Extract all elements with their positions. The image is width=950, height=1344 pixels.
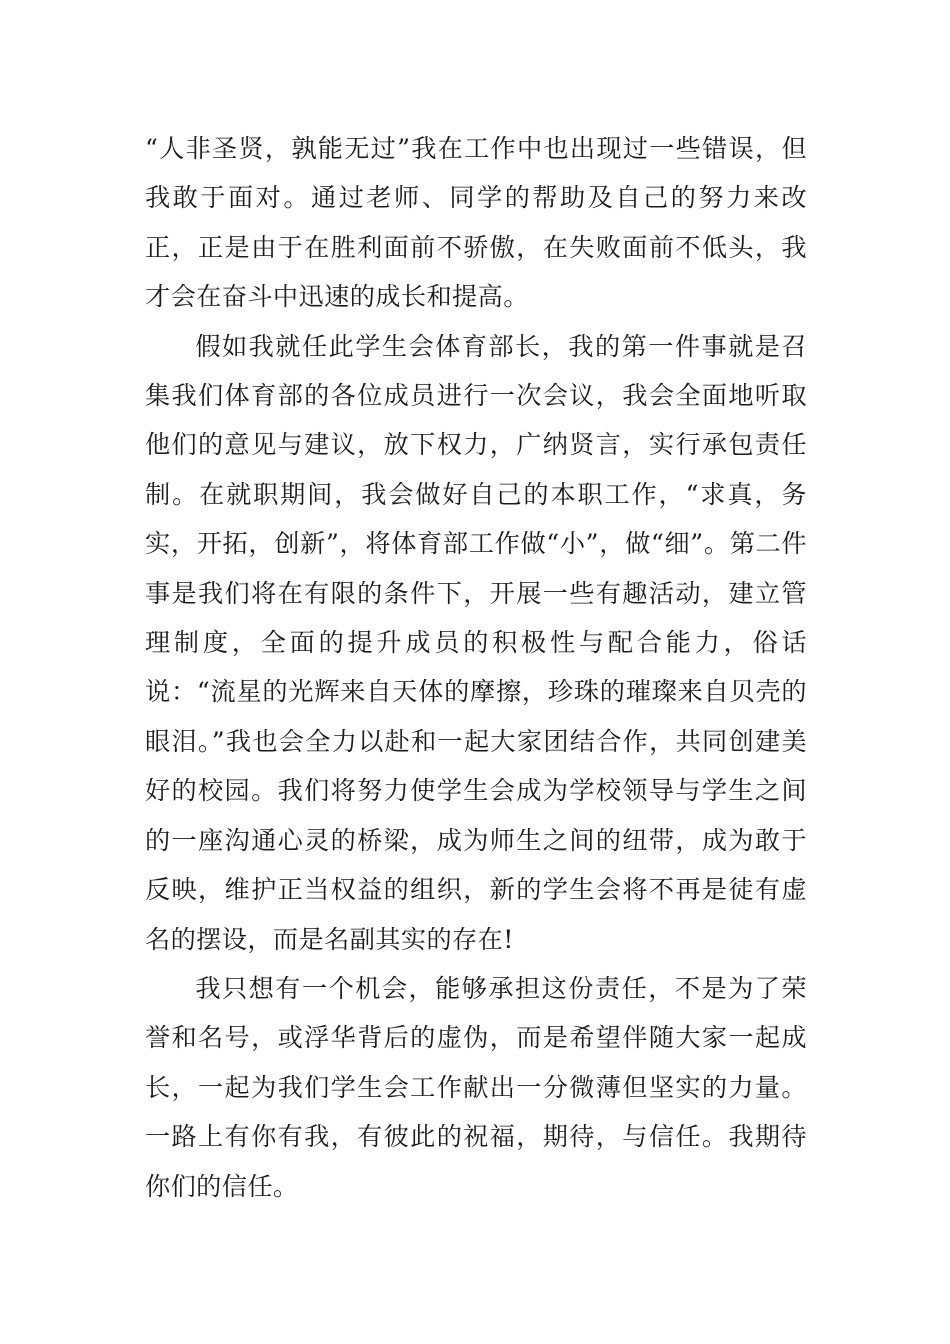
paragraph-1: “人非圣贤，孰能无过”我在工作中也出现过一些错误，但我敢于面对。通过老师、同学的帮助及自己的努力来改正，正是由于在胜利面前不骄傲，在失败面前不低头，我才会在奋斗中迅速的成长和提高。 (145, 134, 807, 312)
paragraph-2: 假如我就任此学生会体育部长，我的第一件事就是召集我们体育部的各位成员进行一次会议，我会全面地听取他们的意见与建议，放下权力，广纳贤言，实行承包责任制。在就职期间，我会做好自己的本职工作，“求真，务实，开拓，创新”，将体育部工作做“小”，做“细”。第二件事是我们将在有限的条件下，开展一些有趣活动，建立管理制度，全面的提升成员的积极性与配合能力，俗话说：“流星的光辉来自天体的摩擦，珍珠的璀璨来自贝壳的眼泪。”我也会全力以赴和一起大家团结合作，共同创建美好的校园。我们将努力使学生会成为学校领导与学生之间的一座沟通心灵的桥梁，成为师生之间的纽带，成为敢于反映，维护正当权益的组织，新的学生会将不再是徒有虚名的摆设，而是名副其实的存在! (145, 331, 807, 954)
document-body (145, 124, 807, 1211)
paragraph-3: 我只想有一个机会，能够承担这份责任，不是为了荣誉和名号，或浮华背后的虚伪，而是希望伴随大家一起成长，一起为我们学生会工作献出一分微薄但坚实的力量。一路上有你有我，有彼此的祝福，期待，与信任。我期待你们的信任。 (145, 973, 807, 1201)
